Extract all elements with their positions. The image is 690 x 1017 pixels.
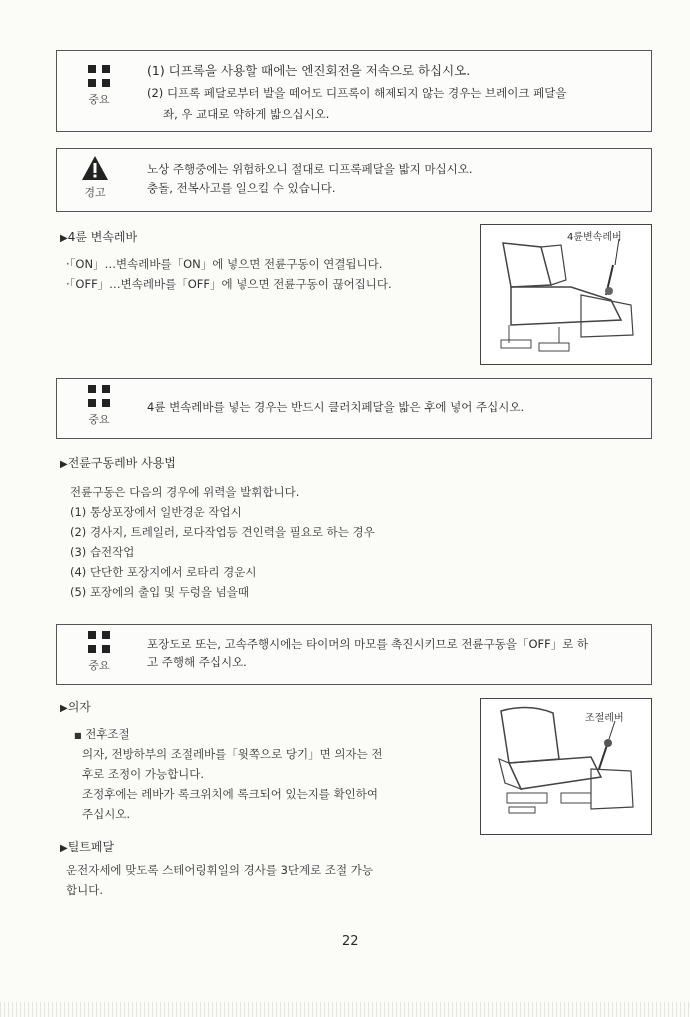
body-line: 전륜구동은 다음의 경우에 위력을 발휘합니다. xyxy=(70,485,300,499)
section-title-front-drive: ▶전륜구동레바 사용법 xyxy=(60,456,176,470)
note-line: 포장도로 또는, 고속주행시에는 타이머의 마모를 촉진시키므로 전륜구동을「OFF」로 하 xyxy=(147,637,589,651)
important-icon-group xyxy=(79,65,119,107)
body-line: 주십시오. xyxy=(82,807,131,821)
figure-callout-label: 조절레버 xyxy=(585,713,624,724)
tractor-seat-lever-illustration xyxy=(481,225,651,364)
important-icon-group xyxy=(79,631,119,673)
important-cross-icon xyxy=(88,631,110,653)
page-number: 22 xyxy=(342,934,359,949)
note-line: 4륜 변속레바를 넣는 경우는 반드시 클러치페달을 밟은 후에 넣어 주십시오. xyxy=(147,400,525,414)
important-cross-icon xyxy=(88,65,110,87)
warning-line: 노상 주행중에는 위험하오니 절대로 디프록페달을 밟지 마십시오. xyxy=(147,162,473,176)
scan-noise-strip xyxy=(0,1002,690,1017)
body-line: 조정후에는 레바가 록크위치에 록크되어 있는지를 확인하여 xyxy=(82,787,378,801)
important-note-2 xyxy=(56,378,652,439)
body-line: 후로 조정이 가능합니다. xyxy=(82,767,205,781)
section-title-4wd-lever: ▶4륜 변속레바 xyxy=(60,230,138,244)
important-note-1 xyxy=(56,50,652,132)
body-line: 합니다. xyxy=(66,883,103,897)
body-line: 의자, 전방하부의 조절레바를「윗쪽으로 당기」면 의자는 전 xyxy=(82,747,383,761)
body-line: (5) 포장에의 출입 및 두렁을 넘을때 xyxy=(70,585,249,599)
bullet-triangle-icon: ▶ xyxy=(60,233,68,244)
warning-triangle-icon xyxy=(81,155,109,181)
important-label: 중요 xyxy=(88,413,110,426)
important-label: 중요 xyxy=(88,659,110,672)
important-icon-group xyxy=(79,385,119,427)
bullet-triangle-icon: ▶ xyxy=(60,843,68,854)
note-line: 좌, 우 교대로 약하게 밟으십시오. xyxy=(163,107,330,121)
figure-seat-adjust xyxy=(480,698,652,835)
body-line: (3) 습전작업 xyxy=(70,545,135,559)
bullet-triangle-icon: ▶ xyxy=(60,459,68,470)
important-label: 중요 xyxy=(88,93,110,106)
body-line: (2) 경사지, 트레일러, 로다작업등 견인력을 필요로 하는 경우 xyxy=(70,525,375,539)
seat-adjust-lever-illustration xyxy=(481,699,651,834)
warning-icon-group xyxy=(75,155,115,200)
body-line: (1) 통상포장에서 일반경운 작업시 xyxy=(70,505,242,519)
body-line: 운전자세에 맞도록 스테어링휘일의 경사를 3단계로 조절 가능 xyxy=(66,863,373,877)
section-title-seat: ▶의자 xyxy=(60,700,91,714)
body-line: (4) 단단한 포장지에서 로타리 경운시 xyxy=(70,565,257,579)
body-line: ·「ON」…변속레바를「ON」에 넣으면 전륜구동이 연결됩니다. xyxy=(66,257,383,271)
section-title-tilt-pedal: ▶틸트페달 xyxy=(60,840,115,854)
important-note-3 xyxy=(56,624,652,685)
square-bullet-icon: ■ xyxy=(74,731,82,740)
body-line: ·「OFF」…변속레바를「OFF」에 넣으면 전륜구동이 끊어집니다. xyxy=(66,277,392,291)
warning-note xyxy=(56,148,652,212)
figure-4wd-lever xyxy=(480,224,652,365)
warning-line: 충돌, 전복사고를 일으킬 수 있습니다. xyxy=(147,181,336,195)
note-line: 고 주행해 주십시오. xyxy=(147,655,247,669)
bullet-triangle-icon: ▶ xyxy=(60,703,68,714)
warning-label: 경고 xyxy=(84,186,106,199)
figure-callout-label: 4륜변속레버 xyxy=(567,232,622,243)
important-cross-icon xyxy=(88,385,110,407)
note-line: (1) 디프록을 사용할 때에는 엔진회전을 저속으로 하십시오. xyxy=(147,63,471,78)
subsection-title: ■ 전후조절 xyxy=(74,727,130,741)
note-line: (2) 디프록 페달로부터 발을 떼어도 디프록이 해제되지 않는 경우는 브레이크 페달을 xyxy=(147,86,567,100)
